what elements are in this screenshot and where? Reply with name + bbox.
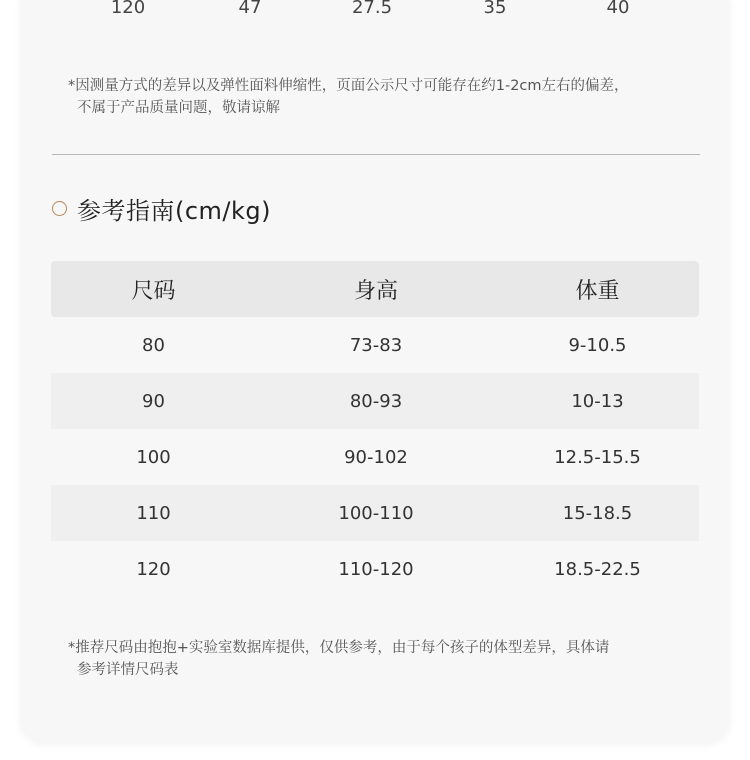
cell-height: 100-110 xyxy=(338,502,414,524)
header-size: 尺码 xyxy=(131,278,176,304)
cell-height: 110-120 xyxy=(338,558,414,580)
recommendation-note xyxy=(68,637,708,681)
table-row xyxy=(51,485,699,541)
cell-height: 80-93 xyxy=(349,390,403,412)
prev-cell: 27.5 xyxy=(351,0,393,18)
table-row xyxy=(51,373,699,429)
table-row xyxy=(51,317,699,373)
section-heading xyxy=(52,190,271,226)
prev-cell: 35 xyxy=(483,0,507,18)
prev-cell: 120 xyxy=(110,0,146,18)
section-divider xyxy=(52,154,700,155)
disclaimer-line-1: *因测量方式的差异以及弹性面料伸缩性，页面公示尺寸可能存在约1-2cm左右的偏差， xyxy=(68,78,629,94)
cell-weight: 18.5-22.5 xyxy=(554,558,641,580)
cell-weight: 9-10.5 xyxy=(568,334,627,356)
cell-height: 90-102 xyxy=(344,446,408,468)
table-row xyxy=(51,429,699,485)
header-weight: 体重 xyxy=(575,278,620,304)
measurement-disclaimer xyxy=(68,75,708,119)
cell-size: 80 xyxy=(142,334,165,356)
note-line-2: 参考详情尺码表 xyxy=(77,662,179,678)
section-title: 参考指南(cm/kg) xyxy=(77,196,272,225)
cell-weight: 10-13 xyxy=(571,390,624,412)
table-row xyxy=(51,541,699,597)
size-guide-table xyxy=(51,261,699,597)
cell-weight: 15-18.5 xyxy=(562,502,633,524)
cell-size: 90 xyxy=(142,390,165,412)
prev-cell: 40 xyxy=(606,0,630,18)
cell-size: 110 xyxy=(136,502,171,524)
cell-weight: 12.5-15.5 xyxy=(554,446,641,468)
bullet-circle-icon xyxy=(52,201,67,216)
note-line-1: *推荐尺码由抱抱+实验室数据库提供，仅供参考，由于每个孩子的体型差异，具体请 xyxy=(68,640,610,656)
cell-size: 100 xyxy=(136,446,171,468)
cell-size: 120 xyxy=(136,558,171,580)
disclaimer-line-2: 不属于产品质量问题，敬请谅解 xyxy=(77,100,280,116)
previous-table-row xyxy=(20,0,730,22)
header-height: 身高 xyxy=(353,278,398,304)
cell-height: 73-83 xyxy=(349,334,403,356)
prev-cell: 47 xyxy=(238,0,262,18)
table-header-row xyxy=(51,261,699,317)
